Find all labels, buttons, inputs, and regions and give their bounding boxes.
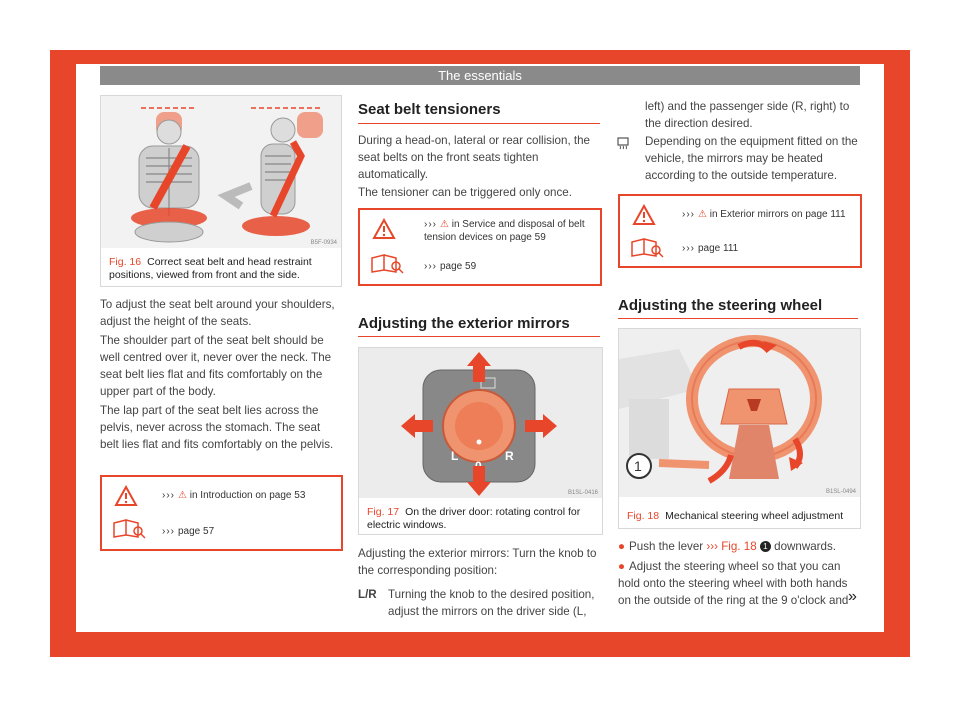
heading-rule	[618, 318, 858, 319]
lr-key: L/R	[358, 588, 377, 601]
continue-marker: »	[848, 588, 857, 605]
page-reference[interactable]: ››› page 57	[162, 526, 215, 537]
figure-caption	[627, 510, 854, 523]
warning-reference[interactable]: ››› ⚠ in Service and disposal of belt tension devices on page 59	[424, 219, 585, 243]
figure-number: Fig. 18	[627, 510, 660, 522]
callout-badge: 1	[760, 541, 771, 552]
figure-caption	[109, 256, 335, 282]
notice-box	[358, 208, 602, 286]
knob-label-right: R	[505, 449, 514, 463]
section-heading: Seat belt tensioners	[358, 101, 501, 118]
image-code: B1SL-0494	[825, 489, 856, 495]
paragraph: Depending on the equipment fitted on the vehicle, the mirrors may be heated according to the outside temperature.	[645, 135, 858, 182]
heading-rule	[358, 123, 600, 124]
paragraph: The shoulder part of the seat belt should be well centred over it, never over the neck. The seat belt lies flat and fits comfortably on the upper part of the body.	[100, 334, 332, 398]
notice-box	[618, 194, 862, 268]
paragraph: To adjust the seat belt around your shoulders, adjust the height of the seats.	[100, 298, 335, 328]
paragraph: The tensioner can be triggered only once.	[358, 186, 572, 199]
heading-rule	[358, 336, 600, 337]
figure-link[interactable]: Fig. 18	[721, 540, 757, 553]
caption-text: Mechanical steering wheel adjustment	[665, 510, 844, 522]
page-reference[interactable]: ››› page 111	[682, 243, 739, 254]
heated-mirror-icon	[616, 136, 630, 150]
caption-text: On the driver door: rotating control for electric windows.	[367, 506, 581, 531]
lr-description: Turning the knob to the desired position, adjust the mirrors on the driver side (L,	[388, 588, 595, 618]
warning-reference[interactable]: ››› ⚠ in Introduction on page 53	[162, 490, 306, 501]
figure-18	[618, 328, 861, 529]
figure-16	[100, 95, 342, 287]
image-code: B5F-0934	[310, 240, 337, 246]
mirror-control-illustration	[359, 348, 602, 498]
knob-label-left: L	[451, 449, 459, 463]
page-reference[interactable]: ››› page 59	[424, 261, 477, 272]
figure-number: Fig. 16	[109, 256, 142, 268]
bullet-item: ● Push the lever ››› Fig. 18 1 downwards.	[618, 540, 836, 553]
book-icon	[112, 517, 146, 539]
warning-reference[interactable]: ››› ⚠ in Exterior mirrors on page 111	[682, 209, 846, 220]
paragraph: Adjusting the exterior mirrors: Turn the knob to the corresponding position:	[358, 547, 597, 577]
figure-number: Fig. 17	[367, 506, 400, 518]
book-icon	[370, 252, 404, 274]
paragraph: During a head-on, lateral or rear collision, the seat belts on the front seats tighten automatically.	[358, 134, 590, 181]
figure-callout-1: 1	[634, 458, 642, 474]
notice-box	[100, 475, 343, 551]
section-heading: Adjusting the exterior mirrors	[358, 315, 570, 332]
image-code: B1SL-0416	[567, 490, 598, 496]
seatbelt-illustration	[101, 96, 341, 248]
figure-17	[358, 347, 603, 535]
caption-text: Correct seat belt and head restraint positions, viewed from front and the side.	[109, 256, 312, 281]
paragraph: left) and the passenger side (R, right) to the direction desired.	[645, 100, 850, 130]
section-heading: Adjusting the steering wheel	[618, 297, 823, 314]
paragraph: The lap part of the seat belt lies across the pelvis, never across the stomach. The seat belt lies flat and fits comfortably on the pelvis.	[100, 404, 334, 451]
warning-icon	[372, 218, 396, 240]
warning-icon	[632, 204, 656, 226]
figure-caption	[367, 506, 596, 532]
book-icon	[630, 236, 664, 258]
warning-icon	[114, 485, 138, 507]
page-header: The essentials	[100, 66, 860, 85]
steering-wheel-illustration	[619, 329, 860, 497]
bullet-item: ● Adjust the steering wheel so that you can hold onto the steering wheel with both hands on the outside of the ring at the 9 o'clock and	[618, 560, 849, 607]
page-number: 15	[882, 674, 894, 685]
